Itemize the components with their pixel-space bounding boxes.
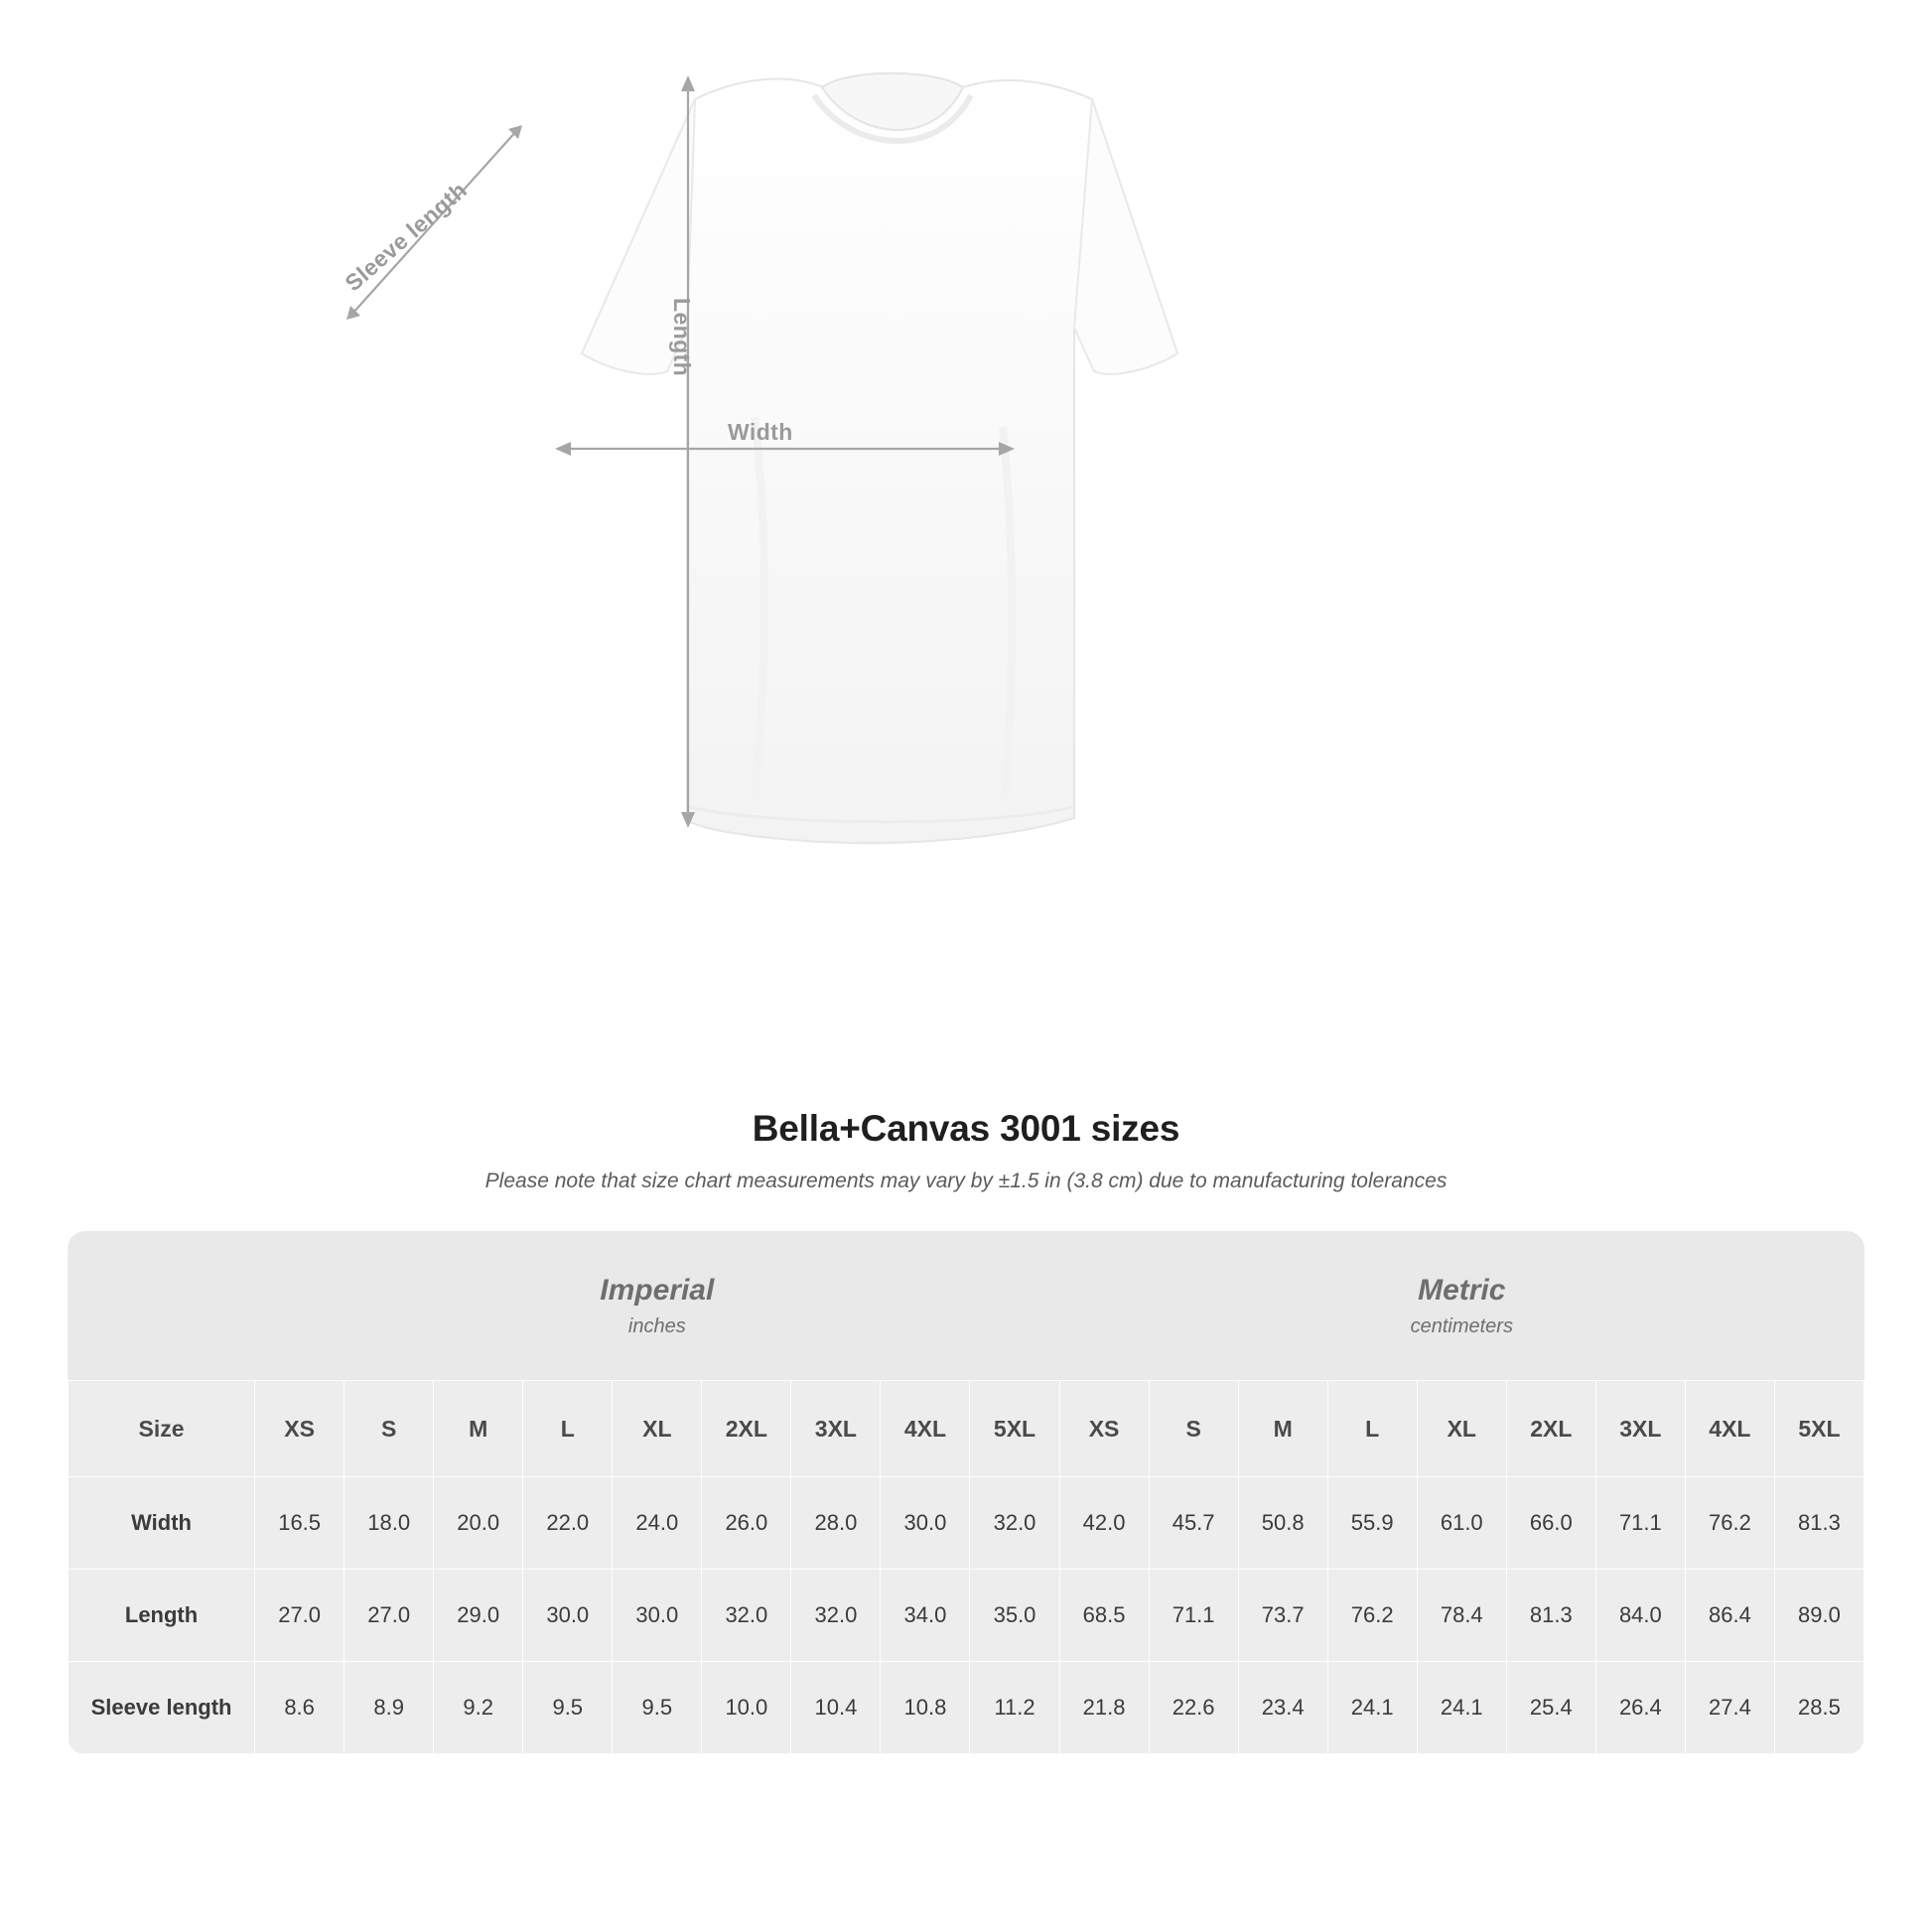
cell-width-metric-2xl: 66.0 [1506,1477,1595,1570]
row-label-sleeve-length: Sleeve length [69,1662,255,1754]
header-size-imperial-5xl: 5XL [970,1381,1059,1477]
cell-sleeve-metric-s: 22.6 [1149,1662,1238,1754]
cell-length-metric-l: 76.2 [1327,1570,1417,1662]
width-dimension-label: Width [728,419,793,445]
cell-length-imperial-3xl: 32.0 [791,1570,881,1662]
cell-length-metric-m: 73.7 [1238,1570,1327,1662]
cell-width-metric-s: 45.7 [1149,1477,1238,1570]
header-size-metric-xs: XS [1059,1381,1149,1477]
cell-length-imperial-5xl: 35.0 [970,1570,1059,1662]
cell-sleeve-imperial-2xl: 10.0 [702,1662,791,1754]
header-size-metric-m: M [1238,1381,1327,1477]
cell-sleeve-imperial-3xl: 10.4 [791,1662,881,1754]
cell-length-imperial-m: 29.0 [434,1570,523,1662]
cell-sleeve-metric-xl: 24.1 [1417,1662,1506,1754]
cell-width-imperial-m: 20.0 [434,1477,523,1570]
length-dimension-label: Length [669,298,695,377]
cell-sleeve-imperial-m: 9.2 [434,1662,523,1754]
cell-length-metric-xl: 78.4 [1417,1570,1506,1662]
header-size-imperial-4xl: 4XL [881,1381,970,1477]
header-size-imperial-xl: XL [613,1381,702,1477]
unit-group-metric-name: Metric [1418,1273,1506,1307]
header-size-metric-5xl: 5XL [1774,1381,1863,1477]
header-size-imperial-2xl: 2XL [702,1381,791,1477]
cell-length-imperial-2xl: 32.0 [702,1570,791,1662]
cell-width-imperial-l: 22.0 [523,1477,613,1570]
cell-width-metric-xl: 61.0 [1417,1477,1506,1570]
unit-group-metric-sub: centimeters [1410,1314,1513,1337]
cell-length-metric-s: 71.1 [1149,1570,1238,1662]
cell-sleeve-metric-xs: 21.8 [1059,1662,1149,1754]
unit-group-metric [1059,1231,1863,1381]
row-label-length: Length [69,1570,255,1662]
cell-width-metric-m: 50.8 [1238,1477,1327,1570]
header-size-metric-4xl: 4XL [1685,1381,1774,1477]
header-size-metric-xl: XL [1417,1381,1506,1477]
header-size-imperial-l: L [523,1381,613,1477]
unit-group-imperial-name: Imperial [600,1273,715,1307]
table-row [69,1570,1864,1662]
size-table-wrapper [68,1231,1864,1754]
cell-width-imperial-5xl: 32.0 [970,1477,1059,1570]
cell-width-imperial-3xl: 28.0 [791,1477,881,1570]
cell-sleeve-imperial-s: 8.9 [345,1662,434,1754]
row-label-width: Width [69,1477,255,1570]
header-size-imperial-xs: XS [255,1381,345,1477]
unit-group-imperial-sub: inches [627,1314,686,1337]
table-corner-cell [69,1231,255,1381]
unit-group-imperial [255,1231,1059,1381]
cell-width-imperial-2xl: 26.0 [702,1477,791,1570]
size-table [68,1231,1864,1754]
cell-width-imperial-xl: 24.0 [613,1477,702,1570]
cell-width-metric-xs: 42.0 [1059,1477,1149,1570]
cell-length-imperial-4xl: 34.0 [881,1570,970,1662]
cell-sleeve-imperial-xl: 9.5 [613,1662,702,1754]
cell-width-metric-l: 55.9 [1327,1477,1417,1570]
cell-sleeve-metric-3xl: 26.4 [1595,1662,1685,1754]
cell-width-imperial-xs: 16.5 [255,1477,345,1570]
header-size-metric-2xl: 2XL [1506,1381,1595,1477]
heading-block [0,1108,1932,1193]
size-header-row [69,1381,1864,1477]
header-size-imperial-m: M [434,1381,523,1477]
cell-sleeve-metric-l: 24.1 [1327,1662,1417,1754]
cell-length-imperial-s: 27.0 [345,1570,434,1662]
cell-sleeve-metric-5xl: 28.5 [1774,1662,1863,1754]
cell-length-imperial-xs: 27.0 [255,1570,345,1662]
sleeve-length-dimension-label: Sleeve length [340,176,473,297]
page-title: Bella+Canvas 3001 sizes [752,1108,1180,1149]
header-size-imperial-3xl: 3XL [791,1381,881,1477]
cell-sleeve-metric-2xl: 25.4 [1506,1662,1595,1754]
header-size-label: Size [69,1381,255,1477]
cell-length-imperial-l: 30.0 [523,1570,613,1662]
table-row [69,1477,1864,1570]
unit-header-row [69,1231,1864,1381]
cell-sleeve-metric-4xl: 27.4 [1685,1662,1774,1754]
cell-length-metric-4xl: 86.4 [1685,1570,1774,1662]
cell-sleeve-metric-m: 23.4 [1238,1662,1327,1754]
cell-width-imperial-s: 18.0 [345,1477,434,1570]
cell-width-metric-3xl: 71.1 [1595,1477,1685,1570]
cell-width-imperial-4xl: 30.0 [881,1477,970,1570]
cell-width-metric-4xl: 76.2 [1685,1477,1774,1570]
cell-sleeve-imperial-5xl: 11.2 [970,1662,1059,1754]
header-size-metric-3xl: 3XL [1595,1381,1685,1477]
header-size-metric-s: S [1149,1381,1238,1477]
cell-length-metric-3xl: 84.0 [1595,1570,1685,1662]
tolerance-note: Please note that size chart measurements may vary by ±1.5 in (3.8 cm) due to manufacturing tolerances [484,1170,1448,1192]
cell-length-metric-xs: 68.5 [1059,1570,1149,1662]
cell-width-metric-5xl: 81.3 [1774,1477,1863,1570]
header-size-imperial-s: S [345,1381,434,1477]
cell-sleeve-imperial-4xl: 10.8 [881,1662,970,1754]
cell-sleeve-imperial-xs: 8.6 [255,1662,345,1754]
header-size-metric-l: L [1327,1381,1417,1477]
cell-sleeve-imperial-l: 9.5 [523,1662,613,1754]
cell-length-imperial-xl: 30.0 [613,1570,702,1662]
table-row [69,1662,1864,1754]
cell-length-metric-2xl: 81.3 [1506,1570,1595,1662]
cell-length-metric-5xl: 89.0 [1774,1570,1863,1662]
